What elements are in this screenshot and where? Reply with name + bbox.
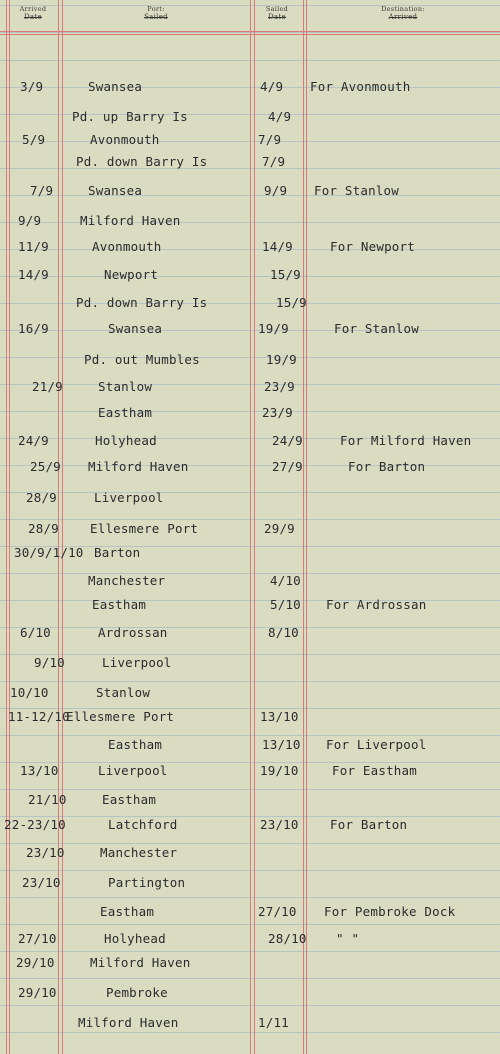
arrived-date: 6/10 <box>20 625 51 640</box>
destination-note: For Barton <box>330 817 408 832</box>
port-name: Eastham <box>108 737 163 752</box>
sailed-date: 5/10 <box>270 597 301 612</box>
port-name: Eastham <box>100 904 155 919</box>
arrived-date: 3/9 <box>20 79 44 94</box>
destination-note: For Milford Haven <box>340 433 472 448</box>
header-arrived <box>6 5 60 21</box>
port-name: Barton <box>94 545 141 560</box>
header-rule <box>0 31 500 32</box>
arrived-date: 27/10 <box>18 931 57 946</box>
sailed-date: 29/9 <box>264 521 295 536</box>
arrived-date: 28/9 <box>28 521 59 536</box>
sailed-date: 4/9 <box>268 109 292 124</box>
port-name: Avonmouth <box>90 132 160 147</box>
port-name: Milford Haven <box>88 459 189 474</box>
port-name: Stanlow <box>96 685 151 700</box>
arrived-date: 10/10 <box>10 685 49 700</box>
port-name: Milford Haven <box>90 955 191 970</box>
sailed-date: 8/10 <box>268 625 299 640</box>
arrived-date: 9/10 <box>34 655 65 670</box>
port-name: Milford Haven <box>80 213 181 228</box>
destination-note: For Ardrossan <box>326 597 427 612</box>
arrived-date: 11/9 <box>18 239 49 254</box>
column-rule <box>9 0 10 1054</box>
port-name: Ardrossan <box>98 625 168 640</box>
arrived-date: 14/9 <box>18 267 49 282</box>
header-port <box>62 5 250 21</box>
destination-note: For Stanlow <box>314 183 399 198</box>
port-name: Avonmouth <box>92 239 162 254</box>
sailed-date: 19/9 <box>258 321 289 336</box>
port-name: Eastham <box>98 405 153 420</box>
arrived-date: 16/9 <box>18 321 49 336</box>
port-name: Liverpool <box>94 490 164 505</box>
port-name: Swansea <box>88 183 143 198</box>
port-name: Eastham <box>92 597 147 612</box>
port-name: Ellesmere Port <box>90 521 199 536</box>
header-destination-sub: Arrived <box>388 13 418 21</box>
port-name: Latchford <box>108 817 178 832</box>
port-name: Stanlow <box>98 379 153 394</box>
destination-note: For Barton <box>348 459 426 474</box>
column-rule <box>6 0 7 1054</box>
sailed-date: 19/9 <box>266 352 297 367</box>
port-name: Liverpool <box>98 763 168 778</box>
destination-note: For Pembroke Dock <box>324 904 456 919</box>
port-name: Milford Haven <box>78 1015 179 1030</box>
column-rule <box>250 0 251 1054</box>
header-arrived-label: Arrived <box>19 5 47 13</box>
port-name: Liverpool <box>102 655 172 670</box>
port-name: Pembroke <box>106 985 168 1000</box>
arrived-date: 7/9 <box>30 183 54 198</box>
sailed-date: 27/9 <box>272 459 303 474</box>
header-sailed <box>250 5 304 21</box>
sailed-date: 28/10 <box>268 931 307 946</box>
sailed-date: 24/9 <box>272 433 303 448</box>
sailed-date: 13/10 <box>260 709 299 724</box>
column-rule <box>303 0 304 1054</box>
sailed-date: 15/9 <box>276 295 307 310</box>
column-rule <box>306 0 307 1054</box>
sailed-date: 13/10 <box>262 737 301 752</box>
destination-note: For Liverpool <box>326 737 427 752</box>
header-arrived-sub: Date <box>24 13 42 21</box>
sailed-date: 14/9 <box>262 239 293 254</box>
destination-note: For Newport <box>330 239 415 254</box>
arrived-date: 28/9 <box>26 490 57 505</box>
arrived-date: 29/10 <box>18 985 57 1000</box>
column-rule <box>62 0 63 1054</box>
destination-note: For Stanlow <box>334 321 419 336</box>
port-name: Pd. down Barry Is <box>76 154 208 169</box>
arrived-date: 5/9 <box>22 132 46 147</box>
port-name: Pd. down Barry Is <box>76 295 208 310</box>
sailed-date: 19/10 <box>260 763 299 778</box>
port-name: Ellesmere Port <box>66 709 175 724</box>
arrived-date: 30/9/1/10 <box>14 545 84 560</box>
port-name: Manchester <box>88 573 166 588</box>
port-name: Newport <box>104 267 159 282</box>
arrived-date: 21/9 <box>32 379 63 394</box>
sailed-date: 4/10 <box>270 573 301 588</box>
sailed-date: 27/10 <box>258 904 297 919</box>
port-name: Swansea <box>88 79 143 94</box>
header-port-label: Port: <box>147 5 165 13</box>
header-sailed-sub: Date <box>268 13 286 21</box>
destination-note: For Avonmouth <box>310 79 411 94</box>
arrived-date: 22-23/10 <box>4 817 66 832</box>
arrived-date: 23/10 <box>22 875 61 890</box>
arrived-date: 29/10 <box>16 955 55 970</box>
arrived-date: 13/10 <box>20 763 59 778</box>
port-name: Pd. up Barry Is <box>72 109 188 124</box>
port-name: Eastham <box>102 792 157 807</box>
sailed-date: 23/9 <box>264 379 295 394</box>
sailed-date: 9/9 <box>264 183 288 198</box>
header-rule <box>0 34 500 35</box>
sailed-date: 23/10 <box>260 817 299 832</box>
sailed-date: 7/9 <box>262 154 286 169</box>
header-port-sub: Sailed <box>144 13 168 21</box>
destination-note: For Eastham <box>332 763 417 778</box>
column-rule <box>254 0 255 1054</box>
header-destination-label: Destination: <box>381 5 425 13</box>
header-destination <box>306 5 500 21</box>
arrived-date: 21/10 <box>28 792 67 807</box>
arrived-date: 24/9 <box>18 433 49 448</box>
port-name: Pd. out Mumbles <box>84 352 200 367</box>
arrived-date: 9/9 <box>18 213 42 228</box>
sailed-date: 4/9 <box>260 79 284 94</box>
sailed-date: 15/9 <box>270 267 301 282</box>
sailed-date: 23/9 <box>262 405 293 420</box>
arrived-date: 23/10 <box>26 845 65 860</box>
port-name: Partington <box>108 875 186 890</box>
sailed-date: 1/11 <box>258 1015 289 1030</box>
port-name: Swansea <box>108 321 163 336</box>
destination-note: " " <box>336 931 360 946</box>
header-sailed-label: Sailed <box>265 5 289 13</box>
arrived-date: 25/9 <box>30 459 61 474</box>
port-name: Holyhead <box>95 433 157 448</box>
sailed-date: 7/9 <box>258 132 282 147</box>
arrived-date: 11-12/10 <box>8 709 70 724</box>
port-name: Manchester <box>100 845 178 860</box>
port-name: Holyhead <box>104 931 166 946</box>
